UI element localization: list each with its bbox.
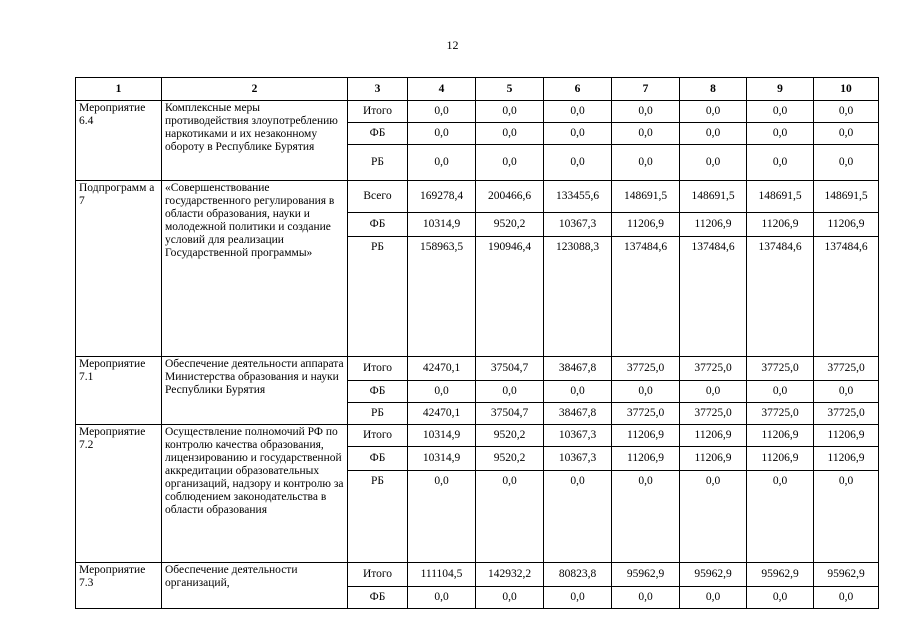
value-cell: 0,0: [408, 101, 476, 123]
value-cell: 0,0: [408, 381, 476, 403]
value-cell: 0,0: [814, 381, 879, 403]
funding-source-cell: ФБ: [348, 447, 408, 471]
value-cell: 10367,3: [544, 213, 612, 237]
value-cell: 158963,5: [408, 237, 476, 357]
value-cell: 0,0: [814, 101, 879, 123]
page-number: 12: [446, 38, 459, 52]
value-cell: 95962,9: [680, 563, 747, 587]
value-cell: 11206,9: [612, 425, 680, 447]
value-cell: 11206,9: [680, 425, 747, 447]
value-cell: 137484,6: [612, 237, 680, 357]
value-cell: 0,0: [544, 587, 612, 609]
value-cell: 11206,9: [612, 213, 680, 237]
item-name-cell: Подпрограмм а 7: [76, 181, 162, 357]
header-row: [76, 78, 879, 101]
header-cell: 3: [348, 78, 408, 101]
value-cell: 0,0: [747, 587, 814, 609]
value-cell: 0,0: [544, 381, 612, 403]
header-cell: 5: [476, 78, 544, 101]
value-cell: 0,0: [612, 145, 680, 181]
value-cell: 0,0: [476, 145, 544, 181]
value-cell: 42470,1: [408, 357, 476, 381]
value-cell: 0,0: [680, 471, 747, 563]
funding-source-cell: ФБ: [348, 381, 408, 403]
funding-source-cell: ФБ: [348, 587, 408, 609]
value-cell: 0,0: [476, 587, 544, 609]
value-cell: 10314,9: [408, 447, 476, 471]
value-cell: 11206,9: [612, 447, 680, 471]
funding-source-cell: Всего: [348, 181, 408, 213]
item-description-cell: Обеспечение деятельности организаций,: [162, 563, 348, 609]
value-cell: 95962,9: [747, 563, 814, 587]
value-cell: 0,0: [814, 123, 879, 145]
funding-source-cell: ФБ: [348, 123, 408, 145]
value-cell: 38467,8: [544, 357, 612, 381]
value-cell: 137484,6: [747, 237, 814, 357]
item-name-cell: Мероприятие 7.2: [76, 425, 162, 563]
item-description-cell: «Совершенствование государственного регулирования в области образования, науки и молодежной политики и создание условий для реализации Государственной программы»: [162, 181, 348, 357]
value-cell: 37504,7: [476, 403, 544, 425]
item-name-cell: Мероприятие 7.3: [76, 563, 162, 609]
value-cell: 0,0: [408, 587, 476, 609]
value-cell: 137484,6: [814, 237, 879, 357]
funding-source-cell: РБ: [348, 471, 408, 563]
value-cell: 0,0: [612, 587, 680, 609]
table-row: [76, 357, 879, 381]
value-cell: 11206,9: [747, 213, 814, 237]
value-cell: 37725,0: [814, 357, 879, 381]
value-cell: 0,0: [747, 381, 814, 403]
value-cell: 0,0: [476, 123, 544, 145]
value-cell: 9520,2: [476, 425, 544, 447]
value-cell: 11206,9: [814, 425, 879, 447]
value-cell: 148691,5: [612, 181, 680, 213]
value-cell: 190946,4: [476, 237, 544, 357]
value-cell: 0,0: [747, 101, 814, 123]
value-cell: 38467,8: [544, 403, 612, 425]
value-cell: 37725,0: [814, 403, 879, 425]
value-cell: 0,0: [408, 123, 476, 145]
value-cell: 0,0: [612, 381, 680, 403]
value-cell: 11206,9: [747, 425, 814, 447]
value-cell: 11206,9: [814, 213, 879, 237]
value-cell: 0,0: [747, 471, 814, 563]
value-cell: 37725,0: [680, 357, 747, 381]
funding-source-cell: Итого: [348, 563, 408, 587]
budget-table: [75, 77, 879, 609]
value-cell: 95962,9: [814, 563, 879, 587]
value-cell: 37504,7: [476, 357, 544, 381]
value-cell: 0,0: [476, 101, 544, 123]
value-cell: 0,0: [680, 587, 747, 609]
value-cell: 0,0: [814, 587, 879, 609]
header-cell: 10: [814, 78, 879, 101]
value-cell: 148691,5: [747, 181, 814, 213]
funding-source-cell: Итого: [348, 425, 408, 447]
header-cell: 4: [408, 78, 476, 101]
value-cell: 0,0: [680, 381, 747, 403]
value-cell: 37725,0: [747, 357, 814, 381]
funding-source-cell: Итого: [348, 357, 408, 381]
value-cell: 0,0: [680, 101, 747, 123]
table-row: [76, 563, 879, 587]
value-cell: 0,0: [476, 471, 544, 563]
table-row: [76, 181, 879, 213]
value-cell: 80823,8: [544, 563, 612, 587]
value-cell: 0,0: [612, 471, 680, 563]
item-name-cell: Мероприятие 6.4: [76, 101, 162, 181]
value-cell: 0,0: [408, 471, 476, 563]
value-cell: 0,0: [408, 145, 476, 181]
funding-source-cell: Итого: [348, 101, 408, 123]
item-name-cell: Мероприятие 7.1: [76, 357, 162, 425]
value-cell: 0,0: [612, 123, 680, 145]
value-cell: 111104,5: [408, 563, 476, 587]
value-cell: 0,0: [680, 145, 747, 181]
value-cell: 9520,2: [476, 447, 544, 471]
value-cell: 11206,9: [814, 447, 879, 471]
value-cell: 0,0: [544, 145, 612, 181]
value-cell: 133455,6: [544, 181, 612, 213]
value-cell: 11206,9: [680, 447, 747, 471]
value-cell: 11206,9: [747, 447, 814, 471]
value-cell: 37725,0: [612, 357, 680, 381]
value-cell: 10367,3: [544, 425, 612, 447]
value-cell: 11206,9: [680, 213, 747, 237]
value-cell: 37725,0: [612, 403, 680, 425]
table-body: [76, 101, 879, 609]
value-cell: 0,0: [747, 123, 814, 145]
header-cell: 2: [162, 78, 348, 101]
value-cell: 0,0: [814, 145, 879, 181]
header-cell: 9: [747, 78, 814, 101]
value-cell: 0,0: [544, 123, 612, 145]
value-cell: 0,0: [544, 101, 612, 123]
value-cell: 10314,9: [408, 213, 476, 237]
value-cell: 10367,3: [544, 447, 612, 471]
funding-source-cell: РБ: [348, 403, 408, 425]
value-cell: 37725,0: [680, 403, 747, 425]
value-cell: 0,0: [544, 471, 612, 563]
value-cell: 137484,6: [680, 237, 747, 357]
value-cell: 148691,5: [814, 181, 879, 213]
table-row: [76, 101, 879, 123]
funding-source-cell: ФБ: [348, 213, 408, 237]
value-cell: 0,0: [476, 381, 544, 403]
table-row: [76, 425, 879, 447]
value-cell: 10314,9: [408, 425, 476, 447]
value-cell: 169278,4: [408, 181, 476, 213]
value-cell: 37725,0: [747, 403, 814, 425]
value-cell: 142932,2: [476, 563, 544, 587]
item-description-cell: Обеспечение деятельности аппарата Министерства образования и науки Республики Бурятия: [162, 357, 348, 425]
value-cell: 9520,2: [476, 213, 544, 237]
header-cell: 6: [544, 78, 612, 101]
header-cell: 7: [612, 78, 680, 101]
item-description-cell: Осуществление полномочий РФ по контролю качества образования, лицензированию и государственной аккредитации образовательных организаций, надзору и контролю за соблюдением законодательства в области образования: [162, 425, 348, 563]
value-cell: 123088,3: [544, 237, 612, 357]
value-cell: 0,0: [612, 101, 680, 123]
value-cell: 148691,5: [680, 181, 747, 213]
funding-source-cell: РБ: [348, 145, 408, 181]
value-cell: 42470,1: [408, 403, 476, 425]
value-cell: 0,0: [747, 145, 814, 181]
value-cell: 0,0: [814, 471, 879, 563]
value-cell: 0,0: [680, 123, 747, 145]
funding-source-cell: РБ: [348, 237, 408, 357]
header-cell: 1: [76, 78, 162, 101]
header-cell: 8: [680, 78, 747, 101]
value-cell: 200466,6: [476, 181, 544, 213]
item-description-cell: Комплексные меры противодействия злоупотреблению наркотиками и их незаконному обороту в Республике Бурятия: [162, 101, 348, 181]
value-cell: 95962,9: [612, 563, 680, 587]
